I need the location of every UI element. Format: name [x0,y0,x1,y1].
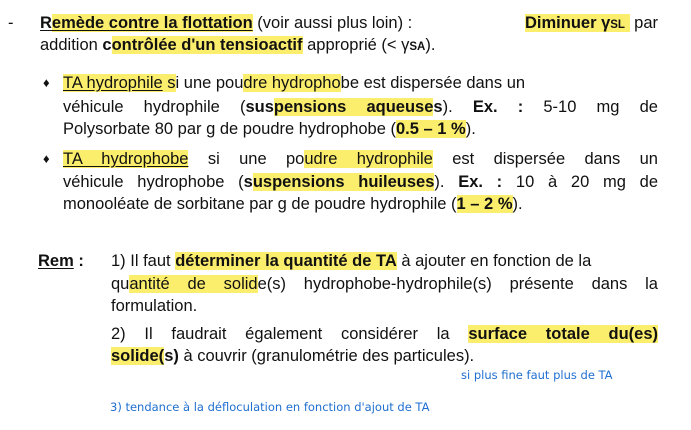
bullet-1-line-1: TA hydrophile si une poudre hydrophobe est dispersée dans un [63,74,526,92]
diminuer-highlight: Diminuer γSL [525,14,630,32]
dash-marker: - [8,14,14,32]
annotation-deflocculation: 3) tendance à la défloculation en fonction d'ajout de TA [110,400,430,414]
diamond-bullet-icon: ♦ [43,75,50,90]
diamond-bullet-icon: ♦ [43,151,50,166]
section-line-2: addition contrôlée d'un tensioactif approprié (< γSA). [40,36,436,54]
rem-p2-line-2: solide(s) à couvrir (granulométrie des particules). [111,347,475,365]
rem-p1-line-3: formulation. [111,297,198,315]
bullet-1-line-3: Polysorbate 80 par g de poudre hydrophobe (0.5 – 1 %). [63,120,476,138]
bullet-2-line-3: monooléate de sorbitane par g de poudre hydrophile (1 – 2 %). [63,195,523,213]
annotation-finer-more-ta: si plus fine faut plus de TA [461,368,613,382]
tensioactif-highlight: ontrôlée d'un tensioactif [111,36,303,54]
rem-p2-line-1: 2) Il faudrait également considérer la surface totale du(es) [111,325,658,343]
remedy-heading: emède contre la flottation [51,14,253,32]
bullet-1-line-2: véhicule hydrophile (suspensions aqueuses). Ex. : 5-10 mg de [63,98,658,116]
bullet-2-line-1: TA hydrophobe si une poudre hydrophile est dispersée dans un [63,150,658,168]
rem-p1-line-2: quantité de solide(s) hydrophobe-hydrophile(s) présente dans la [111,275,658,293]
section-line-1: Remède contre la flottation (voir aussi plus loin) : Diminuer γSL par [40,14,658,32]
rem-label: Rem : [38,252,84,270]
bullet-2-line-2: véhicule hydrophobe (suspensions huileuses). Ex. : 10 à 20 mg de [63,173,658,191]
rem-p1-line-1: 1) Il faut déterminer la quantité de TA à ajouter en fonction de la [111,252,592,270]
